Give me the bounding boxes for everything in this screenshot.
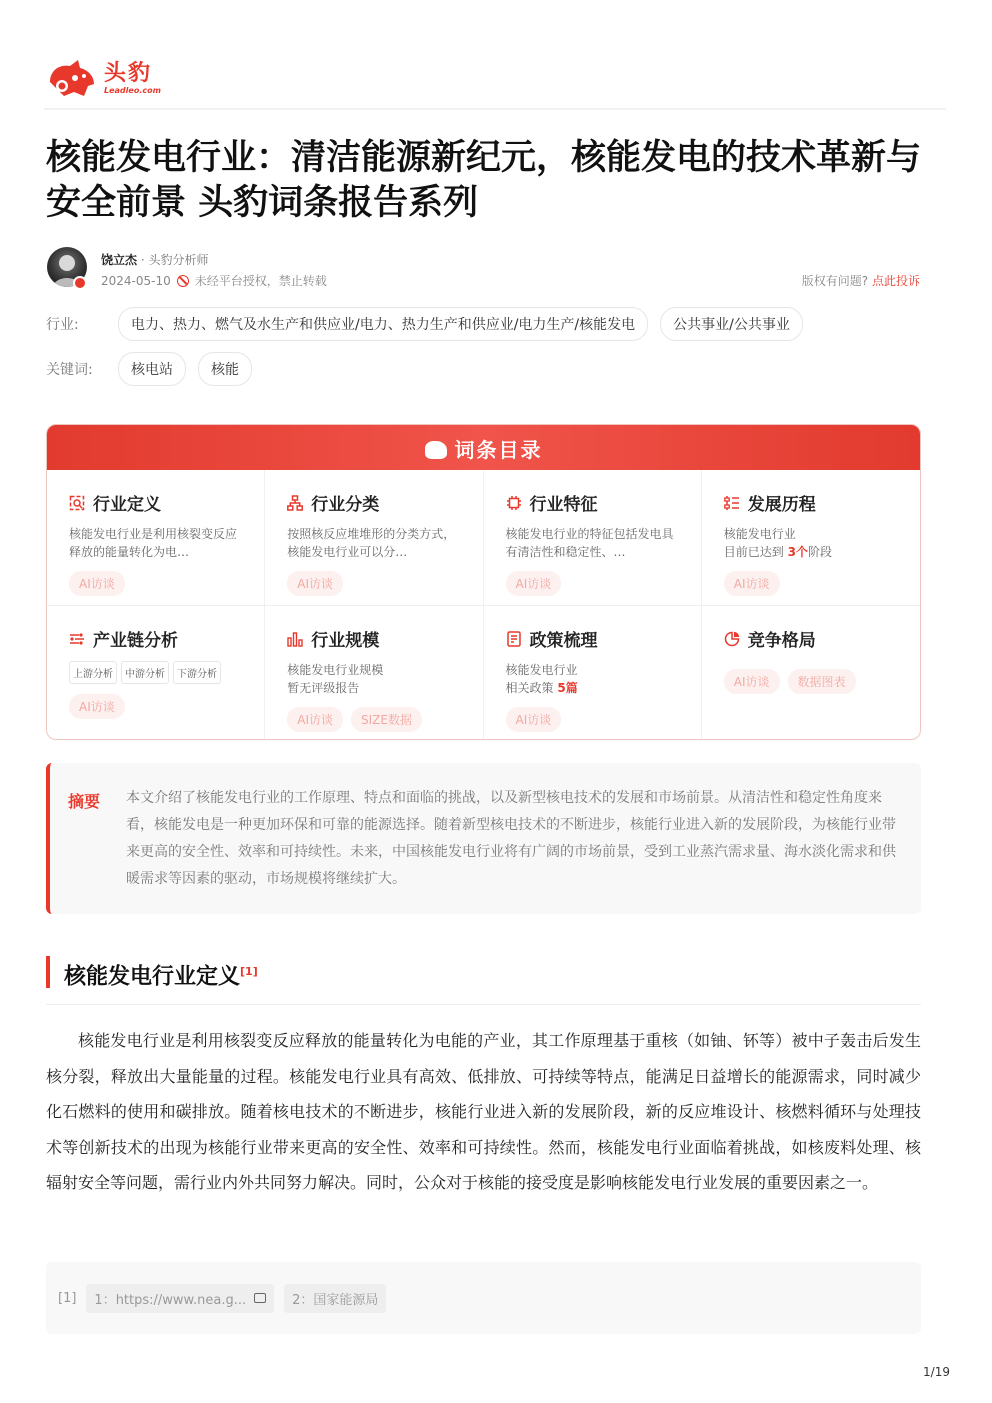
copyright-text: 版权有问题?: [801, 274, 869, 288]
hierarchy-icon: [287, 495, 303, 511]
ai-interview-button[interactable]: AI访谈: [287, 707, 343, 732]
ai-interview-button[interactable]: AI访谈: [724, 669, 780, 694]
page-number: 1/19: [923, 1365, 950, 1379]
ai-interview-button[interactable]: AI访谈: [287, 571, 343, 596]
policy-count: 5篇: [557, 681, 578, 695]
toc-item-desc: 核能发电行业 相关政策 5篇: [505, 663, 578, 695]
author-name[interactable]: 饶立杰: [101, 253, 138, 267]
toc-item-desc: 核能发电行业是利用核裂变反应释放的能量转化为电…: [69, 527, 238, 559]
author-role: · 头豹分析师: [140, 253, 209, 267]
data-chart-button[interactable]: 数据图表: [788, 669, 856, 694]
chain-tags: [69, 661, 242, 684]
summary-text: 本文介绍了核能发电行业的工作原理、特点和面临的挑战，以及新型核电技术的发展和市场前景。从清洁性和稳定性角度来看，核能发电是一种更加环保和可靠的能源选择。随着新型核电技术的不断进步，核能行业进入新的发展阶段，为核能行业带来更高的安全性、效率和可持续性。未来，中国核能发电行业将有广阔的市场前景，受到工业蒸汽需求量、海水淡化需求和供暖需求等因素的驱动，市场规模将继续扩大。: [126, 790, 896, 887]
reference-source[interactable]: 2：国家能源局: [284, 1284, 386, 1313]
ai-interview-button[interactable]: AI访谈: [69, 694, 125, 719]
toc-header: [47, 425, 920, 470]
keywords-label: 关键词:: [46, 362, 93, 378]
toc-item-desc: 核能发电行业规模 暂无评级报告: [287, 663, 384, 695]
toc-item-definition[interactable]: [47, 470, 265, 606]
section-body: 核能发电行业是利用核裂变反应释放的能量转化为电能的产业，其工作原理基于重核（如铀、钚等）被中子轰击后发生核分裂，释放出大量能量的过程。核能发电行业具有高效、低排放、可持续等特点，能满足日益增长的能源需求，同时减少化石燃料的使用和碳排放。随着核电技术的不断进步，核能行业进入新的发展阶段，新的反应堆设计、核燃料循环与处理技术等创新技术的出现为核能行业带来更高的安全性、效率和可持续性。然而，核能发电行业面临着挑战，如核废料处理、核辐射安全等问题，需行业内外共同努力解决。同时，公众对于核能的接受度是影响核能发电行业发展的重要因素之一。: [46, 1031, 921, 1192]
toc-item-history[interactable]: [702, 470, 920, 606]
pie-chart-icon: [724, 631, 740, 647]
industry-row: [46, 307, 803, 341]
document-icon: [506, 631, 522, 647]
industry-tag[interactable]: 电力、热力、燃气及水生产和供应业/电力、热力生产和供应业/电力生产/核能发电: [118, 307, 648, 341]
bar-chart-icon: [287, 631, 303, 647]
timeline-icon: [724, 495, 740, 511]
toc-item-title: 行业规模: [311, 631, 380, 651]
section-divider: [46, 1004, 921, 1005]
toc-item-title: 竞争格局: [747, 631, 816, 651]
size-data-button[interactable]: SIZE数据: [351, 707, 422, 732]
publish-date: 2024-05-10: [101, 273, 171, 288]
toc-title: 词条目录: [47, 434, 920, 463]
toc-item-title: 产业链分析: [93, 631, 178, 651]
chain-icon: [69, 631, 85, 647]
industry-tag[interactable]: 公共事业/公共事业: [660, 307, 803, 341]
references-box: [46, 1262, 921, 1334]
summary-box: [46, 763, 921, 914]
summary-label: 摘要: [68, 792, 101, 811]
chip-icon: [506, 495, 522, 511]
author-line: [101, 251, 208, 268]
toc-item-policy[interactable]: [484, 606, 702, 740]
toc-item-title: 发展历程: [747, 495, 816, 515]
brand-site: Leadleo.com: [104, 86, 161, 95]
toc-item-title: 行业分类: [311, 495, 380, 515]
toc-item-desc: 核能发电行业的特征包括发电具有清洁性和稳定性、…: [505, 527, 674, 559]
downstream-tag[interactable]: 下游分析: [173, 661, 221, 684]
toc-item-industry-chain[interactable]: [47, 606, 265, 740]
license-note: 未经平台授权，禁止转载: [194, 274, 327, 288]
reference-marker[interactable]: [1]: [240, 965, 258, 978]
open-link-icon: [254, 1293, 266, 1303]
toc-item-title: 行业特征: [529, 495, 598, 515]
no-repost-icon: [177, 275, 189, 287]
section-title: 核能发电行业定义[1]: [46, 956, 258, 988]
complaint-link[interactable]: 点此投诉: [871, 274, 920, 288]
search-doc-icon: [69, 495, 85, 511]
meta-line: [101, 272, 327, 289]
verified-badge-icon: [73, 276, 87, 290]
reference-link[interactable]: 1：https://www.nea.g...: [86, 1284, 274, 1313]
toc-card: [46, 424, 921, 740]
ai-interview-button[interactable]: AI访谈: [506, 571, 562, 596]
toc-item-desc: 按照核反应堆堆形的分类方式，核能发电行业可以分…: [287, 527, 456, 559]
toc-item-desc: 核能发电行业 目前已达到 3个阶段: [723, 527, 832, 559]
toc-item-classification[interactable]: [265, 470, 483, 606]
keyword-tag[interactable]: 核电站: [118, 352, 186, 386]
toc-item-title: 行业定义: [93, 495, 161, 515]
upstream-tag[interactable]: 上游分析: [69, 661, 117, 684]
keywords-row: [46, 352, 252, 386]
keyword-tag[interactable]: 核能: [198, 352, 252, 386]
copyright-note: [802, 272, 920, 289]
header: [44, 52, 946, 110]
ai-interview-button[interactable]: AI访谈: [69, 571, 125, 596]
toc-item-market-size[interactable]: [265, 606, 483, 740]
stage-count: 3个: [787, 545, 808, 559]
ai-interview-button[interactable]: AI访谈: [724, 571, 780, 596]
reference-label: [1]: [58, 1290, 77, 1306]
toc-grid: [47, 470, 920, 740]
industry-label: 行业:: [46, 317, 79, 333]
ai-interview-button[interactable]: AI访谈: [506, 707, 562, 732]
toc-item-competition[interactable]: [702, 606, 920, 740]
leopard-icon: [425, 441, 447, 459]
leopard-logo-icon: [44, 56, 104, 100]
midstream-tag[interactable]: 中游分析: [121, 661, 169, 684]
page-title: 核能发电行业：清洁能源新纪元，核能发电的技术革新与安全前景 头豹词条报告系列: [46, 138, 922, 223]
toc-item-features[interactable]: [484, 470, 702, 606]
toc-item-title: 政策梳理: [529, 631, 598, 651]
brand-name: 头豹: [104, 61, 153, 86]
